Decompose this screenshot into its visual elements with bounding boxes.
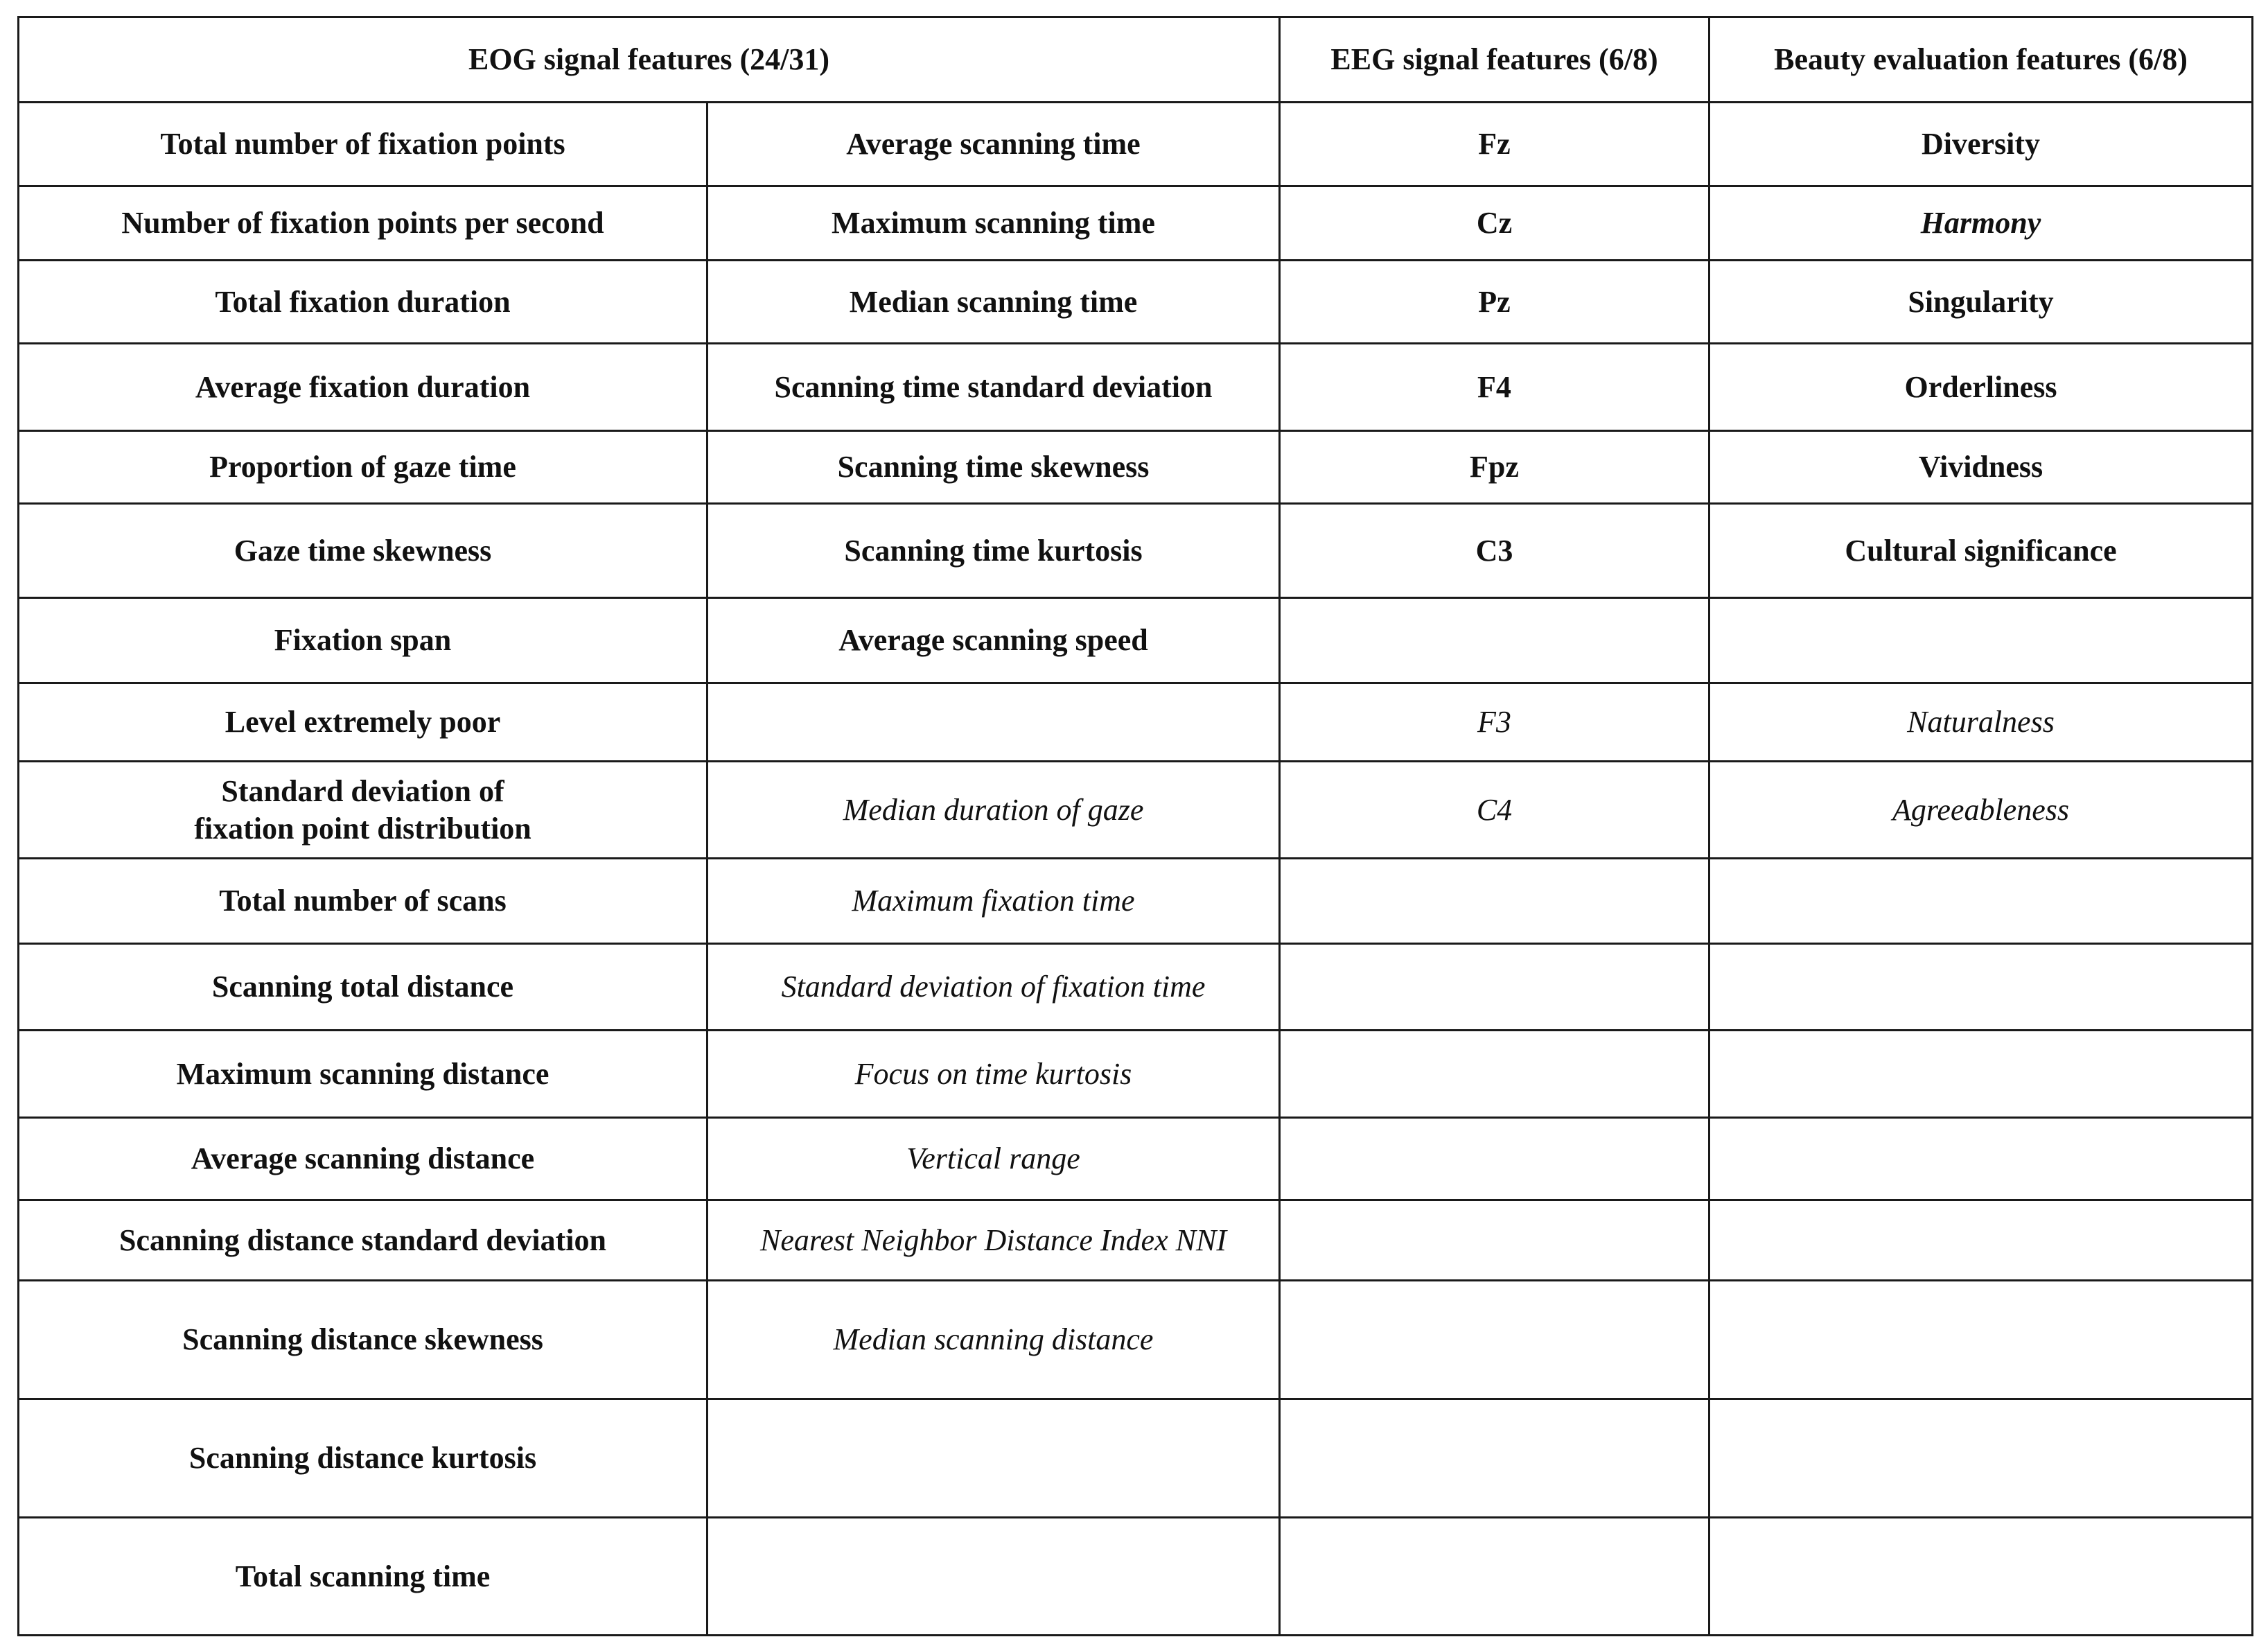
table-row (19, 344, 2253, 431)
eog-feature-cell: Fixation span (19, 598, 707, 683)
beauty-feature-cell (1709, 859, 2253, 944)
beauty-feature-cell (1709, 944, 2253, 1031)
beauty-feature-cell: Singularity (1709, 261, 2253, 344)
eog-feature-cell: Median duration of gaze (707, 762, 1280, 859)
eeg-feature-cell (1280, 1031, 1709, 1118)
beauty-feature-cell: Harmony (1709, 186, 2253, 261)
eog-feature-cell: Maximum fixation time (707, 859, 1280, 944)
eog-feature-cell: Total scanning time (19, 1518, 707, 1636)
eog-feature-cell: Total number of scans (19, 859, 707, 944)
eog-feature-cell: Median scanning distance (707, 1281, 1280, 1399)
eog-feature-cell: Standard deviation of fixation time (707, 944, 1280, 1031)
table-row (19, 1518, 2253, 1636)
eog-feature-cell (19, 762, 707, 859)
eeg-feature-cell: Pz (1280, 261, 1709, 344)
beauty-feature-cell: Naturalness (1709, 683, 2253, 762)
beauty-feature-cell: Diversity (1709, 103, 2253, 186)
eog-feature-cell: Median scanning time (707, 261, 1280, 344)
header-row (19, 17, 2253, 103)
beauty-feature-cell (1709, 598, 2253, 683)
beauty-feature-cell (1709, 1518, 2253, 1636)
table-row (19, 1118, 2253, 1200)
eog-feature-cell: Focus on time kurtosis (707, 1031, 1280, 1118)
eog-feature-cell: Total number of fixation points (19, 103, 707, 186)
table-row (19, 762, 2253, 859)
eeg-feature-cell (1280, 1118, 1709, 1200)
eeg-feature-cell (1280, 1399, 1709, 1518)
table-row (19, 186, 2253, 261)
eog-feature-cell: Nearest Neighbor Distance Index NNI (707, 1200, 1280, 1281)
eog-feature-cell: Scanning distance kurtosis (19, 1399, 707, 1518)
eeg-feature-cell: F3 (1280, 683, 1709, 762)
eog-feature-cell: Number of fixation points per second (19, 186, 707, 261)
eeg-feature-cell (1280, 859, 1709, 944)
eeg-feature-cell (1280, 1281, 1709, 1399)
table-row (19, 859, 2253, 944)
eog-feature-cell: Scanning time standard deviation (707, 344, 1280, 431)
table-row (19, 944, 2253, 1031)
beauty-feature-cell (1709, 1281, 2253, 1399)
eeg-feature-cell (1280, 1518, 1709, 1636)
feature-table (17, 16, 2253, 1636)
eog-feature-cell: Scanning total distance (19, 944, 707, 1031)
header-beauty: Beauty evaluation features (6/8) (1709, 17, 2253, 103)
eeg-feature-cell: C4 (1280, 762, 1709, 859)
eog-feature-cell (707, 683, 1280, 762)
beauty-feature-cell: Agreeableness (1709, 762, 2253, 859)
eog-feature-cell (707, 1399, 1280, 1518)
table-row (19, 683, 2253, 762)
beauty-feature-cell (1709, 1031, 2253, 1118)
header-eeg: EEG signal features (6/8) (1280, 17, 1709, 103)
eog-feature-cell: Maximum scanning distance (19, 1031, 707, 1118)
eog-feature-cell: Proportion of gaze time (19, 431, 707, 504)
eog-feature-cell: Maximum scanning time (707, 186, 1280, 261)
eeg-feature-cell: C3 (1280, 504, 1709, 598)
eog-feature-cell: Scanning distance skewness (19, 1281, 707, 1399)
table-row (19, 598, 2253, 683)
eeg-feature-cell: Cz (1280, 186, 1709, 261)
table-row (19, 1200, 2253, 1281)
eog-feature-cell: Vertical range (707, 1118, 1280, 1200)
eeg-feature-cell (1280, 598, 1709, 683)
table-row (19, 504, 2253, 598)
eog-feature-cell: Level extremely poor (19, 683, 707, 762)
table-row (19, 431, 2253, 504)
table-row (19, 103, 2253, 186)
table-row (19, 1031, 2253, 1118)
beauty-feature-cell: Cultural significance (1709, 504, 2253, 598)
header-eog: EOG signal features (24/31) (19, 17, 1280, 103)
table-row (19, 1281, 2253, 1399)
eeg-feature-cell (1280, 1200, 1709, 1281)
eog-feature-cell: Scanning time skewness (707, 431, 1280, 504)
eog-feature-cell: Gaze time skewness (19, 504, 707, 598)
beauty-feature-cell (1709, 1118, 2253, 1200)
beauty-feature-cell (1709, 1399, 2253, 1518)
eeg-feature-cell: Fpz (1280, 431, 1709, 504)
beauty-feature-cell: Orderliness (1709, 344, 2253, 431)
eog-feature-cell: Scanning time kurtosis (707, 504, 1280, 598)
eeg-feature-cell: F4 (1280, 344, 1709, 431)
eog-feature-cell (707, 1518, 1280, 1636)
eog-feature-cell: Average scanning time (707, 103, 1280, 186)
eog-feature-line: Standard deviation of (221, 773, 504, 808)
table-row (19, 261, 2253, 344)
eog-feature-cell: Average scanning speed (707, 598, 1280, 683)
eeg-feature-cell: Fz (1280, 103, 1709, 186)
beauty-feature-cell: Vividness (1709, 431, 2253, 504)
eog-feature-cell: Average fixation duration (19, 344, 707, 431)
table-row (19, 1399, 2253, 1518)
eog-feature-cell: Scanning distance standard deviation (19, 1200, 707, 1281)
eeg-feature-cell (1280, 944, 1709, 1031)
beauty-feature-cell (1709, 1200, 2253, 1281)
eog-feature-cell: Average scanning distance (19, 1118, 707, 1200)
eog-feature-cell: Total fixation duration (19, 261, 707, 344)
eog-feature-line: fixation point distribution (194, 811, 531, 846)
